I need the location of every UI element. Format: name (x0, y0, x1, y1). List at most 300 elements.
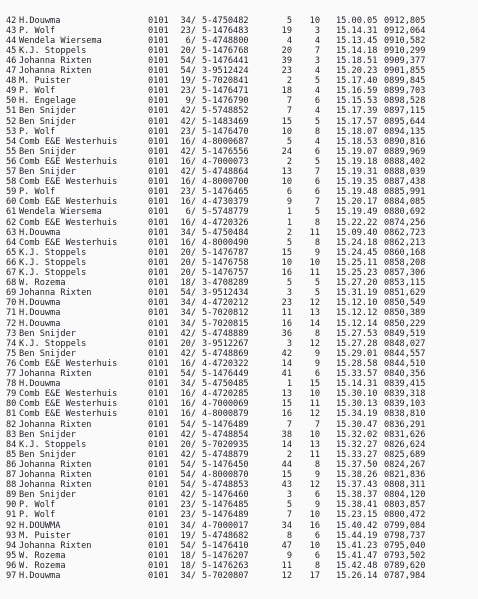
arrival-time-cell: 15.18.07 (336, 126, 378, 137)
speed-cell: 0838,810 (384, 409, 426, 420)
rank-in-loft-cell: 11 (309, 268, 320, 278)
rank-cell: 58 (6, 177, 17, 188)
ring-cell: 54/ (180, 369, 196, 379)
entry-count-cell: 1 (286, 207, 292, 218)
club-cell: 0101 (148, 389, 169, 400)
speed-cell: 0840,356 (384, 369, 426, 379)
chip-number-cell: 5-5748852 (202, 106, 249, 117)
table-row (0, 440, 478, 450)
club-cell: 0101 (148, 227, 169, 238)
ring-cell: 42/ (180, 116, 196, 127)
rank-in-loft-cell: 12 (309, 338, 320, 349)
name-cell: M. Puister (19, 76, 71, 87)
rank-in-loft-cell: 3 (314, 55, 320, 66)
chip-number-cell: 5-4748853 (202, 480, 249, 491)
rank-cell: 43 (6, 25, 17, 36)
ring-cell: 6/ (185, 35, 196, 46)
arrival-time-cell: 15.18.51 (336, 55, 378, 66)
chip-number-cell: 4-8000870 (202, 470, 249, 480)
ring-cell: 6/ (185, 207, 196, 218)
name-cell: H.Douwma (19, 379, 61, 390)
name-cell: Comb E&E Westerhuis (19, 409, 118, 420)
rank-cell: 48 (6, 76, 17, 87)
rank-cell: 70 (6, 298, 17, 309)
arrival-time-cell: 15.19.49 (336, 207, 378, 218)
club-cell: 0101 (148, 278, 169, 289)
arrival-time-cell: 15.09.40 (336, 227, 378, 238)
name-cell: Comb E&E Westerhuis (19, 177, 118, 188)
name-cell: K.J. Stoppels (19, 257, 87, 268)
chip-number-cell: 5-7020812 (202, 308, 249, 319)
chip-number-cell: 3-9512434 (202, 288, 249, 299)
ring-cell: 54/ (180, 459, 196, 470)
name-cell: Ben Snijder (19, 328, 76, 339)
arrival-time-cell: 15.41.23 (336, 540, 378, 551)
entry-count-cell: 20 (281, 45, 292, 56)
arrival-time-cell: 15.24.18 (336, 237, 378, 248)
name-cell: K.J. Stoppels (19, 439, 87, 450)
arrival-time-cell: 15.25.23 (336, 268, 378, 278)
chip-number-cell: 5-1476489 (202, 510, 249, 521)
rank-cell: 60 (6, 197, 17, 208)
speed-cell: 0910,299 (384, 45, 426, 56)
club-cell: 0101 (148, 308, 169, 319)
table-row (0, 500, 478, 510)
entry-count-cell: 1 (286, 379, 292, 390)
name-cell: Johanna Rixten (19, 419, 92, 430)
speed-cell: 0901,855 (384, 66, 426, 76)
arrival-time-cell: 15.44.19 (336, 530, 378, 541)
chip-number-cell: 5-4750485 (202, 379, 249, 390)
club-cell: 0101 (148, 207, 169, 218)
rank-cell: 88 (6, 480, 17, 491)
table-row (0, 521, 478, 531)
table-row (0, 137, 478, 147)
rank-in-loft-cell: 5 (314, 76, 320, 87)
chip-number-cell: 5-4748889 (202, 328, 249, 339)
arrival-time-cell: 15.33.57 (336, 369, 378, 379)
rank-in-loft-cell: 7 (314, 197, 320, 208)
rank-cell: 52 (6, 116, 17, 127)
chip-number-cell: 5-1476790 (202, 96, 249, 107)
rank-cell: 78 (6, 379, 17, 390)
rank-in-loft-cell: 5 (314, 288, 320, 299)
speed-cell: 0862,723 (384, 227, 426, 238)
table-row (0, 258, 478, 268)
ring-cell: 16/ (180, 197, 196, 208)
arrival-time-cell: 15.27.53 (336, 328, 378, 339)
table-row (0, 480, 478, 490)
entry-count-cell: 10 (281, 126, 292, 137)
speed-cell: 0825,689 (384, 449, 426, 460)
entry-count-cell: 11 (281, 308, 292, 319)
rank-in-loft-cell: 9 (314, 500, 320, 511)
arrival-time-cell: 15.19.48 (336, 187, 378, 198)
arrival-time-cell: 15.27.28 (336, 338, 378, 349)
rank-cell: 54 (6, 136, 17, 147)
ring-cell: 34/ (180, 379, 196, 390)
speed-cell: 0839,318 (384, 389, 426, 400)
table-row (0, 561, 478, 571)
chip-number-cell: 5-1476470 (202, 126, 249, 137)
table-row (0, 288, 478, 298)
entry-count-cell: 3 (286, 288, 292, 299)
arrival-time-cell: 15.12.12 (336, 308, 378, 319)
club-cell: 0101 (148, 510, 169, 521)
speed-cell: 0898,528 (384, 96, 426, 107)
rank-cell: 90 (6, 500, 17, 511)
ring-cell: 9/ (185, 96, 196, 107)
arrival-time-cell: 15.17.40 (336, 76, 378, 87)
entry-count-cell: 16 (281, 409, 292, 420)
chip-number-cell: 5-7020841 (202, 76, 249, 87)
rank-cell: 57 (6, 167, 17, 177)
chip-number-cell: 3-9512424 (202, 66, 249, 76)
club-cell: 0101 (148, 237, 169, 248)
name-cell: Ben Snijder (19, 348, 76, 359)
chip-number-cell: 4-4720212 (202, 298, 249, 309)
rank-cell: 50 (6, 96, 17, 107)
speed-cell: 0850,389 (384, 308, 426, 319)
table-row (0, 36, 478, 46)
rank-cell: 77 (6, 369, 17, 379)
speed-cell: 0821,836 (384, 470, 426, 480)
entry-count-cell: 7 (286, 510, 292, 521)
entry-count-cell: 13 (281, 389, 292, 400)
rank-in-loft-cell: 12 (309, 409, 320, 420)
club-cell: 0101 (148, 369, 169, 379)
arrival-time-cell: 15.41.47 (336, 550, 378, 561)
entry-count-cell: 19 (281, 25, 292, 36)
ring-cell: 42/ (180, 429, 196, 440)
rank-cell: 97 (6, 571, 17, 581)
table-row (0, 389, 478, 399)
rank-in-loft-cell: 10 (309, 429, 320, 440)
speed-cell: 0889,969 (384, 146, 426, 157)
table-row (0, 157, 478, 167)
rank-cell: 67 (6, 268, 17, 278)
club-cell: 0101 (148, 197, 169, 208)
rank-in-loft-cell: 6 (314, 490, 320, 501)
table-row (0, 56, 478, 66)
rank-cell: 69 (6, 288, 17, 299)
entry-count-cell: 5 (286, 237, 292, 248)
rank-in-loft-cell: 4 (314, 86, 320, 97)
rank-cell: 63 (6, 227, 17, 238)
name-cell: Johanna Rixten (19, 540, 92, 551)
entry-count-cell: 3 (286, 490, 292, 501)
name-cell: Comb E&E Westerhuis (19, 217, 118, 228)
speed-cell: 0880,692 (384, 207, 426, 218)
rank-in-loft-cell: 8 (314, 237, 320, 248)
table-row (0, 268, 478, 278)
entry-count-cell: 15 (281, 247, 292, 258)
name-cell: Comb E&E Westerhuis (19, 136, 118, 147)
rank-cell: 76 (6, 358, 17, 369)
chip-number-cell: 5-1476465 (202, 187, 249, 198)
entry-count-cell: 5 (286, 15, 292, 26)
ring-cell: 23/ (180, 510, 196, 521)
rank-in-loft-cell: 7 (314, 419, 320, 430)
rank-in-loft-cell: 5 (314, 156, 320, 167)
rank-in-loft-cell: 11 (309, 399, 320, 410)
name-cell: H. Engelage (19, 96, 76, 107)
arrival-time-cell: 15.14.31 (336, 379, 378, 390)
chip-number-cell: 5-4750482 (202, 15, 249, 26)
rank-in-loft-cell: 8 (314, 126, 320, 137)
name-cell: H.Douwma (19, 308, 61, 319)
name-cell: Johanna Rixten (19, 288, 92, 299)
club-cell: 0101 (148, 571, 169, 581)
club-cell: 0101 (148, 318, 169, 329)
club-cell: 0101 (148, 470, 169, 480)
rank-cell: 91 (6, 510, 17, 521)
club-cell: 0101 (148, 257, 169, 268)
arrival-time-cell: 15.31.19 (336, 288, 378, 299)
table-row (0, 379, 478, 389)
entry-count-cell: 5 (286, 500, 292, 511)
table-row (0, 329, 478, 339)
speed-cell: 0862,213 (384, 237, 426, 248)
speed-cell: 0884,085 (384, 197, 426, 208)
ring-cell: 42/ (180, 449, 196, 460)
rank-in-loft-cell: 13 (309, 308, 320, 319)
table-row (0, 420, 478, 430)
chip-number-cell: 4-8000700 (202, 177, 249, 188)
ring-cell: 19/ (180, 76, 196, 87)
speed-cell: 0850,549 (384, 298, 426, 309)
arrival-time-cell: 15.37.43 (336, 480, 378, 491)
speed-cell: 0888,039 (384, 167, 426, 177)
ring-cell: 34/ (180, 308, 196, 319)
club-cell: 0101 (148, 136, 169, 147)
ring-cell: 54/ (180, 288, 196, 299)
speed-cell: 0798,737 (384, 530, 426, 541)
table-row (0, 187, 478, 197)
chip-number-cell: 4-4720285 (202, 389, 249, 400)
table-row (0, 339, 478, 349)
arrival-time-cell: 15.14.31 (336, 25, 378, 36)
ring-cell: 54/ (180, 470, 196, 480)
rank-cell: 56 (6, 156, 17, 167)
club-cell: 0101 (148, 379, 169, 390)
name-cell: P. Wolf (19, 187, 56, 198)
club-cell: 0101 (148, 177, 169, 188)
rank-cell: 59 (6, 187, 17, 198)
rank-in-loft-cell: 8 (314, 560, 320, 571)
arrival-time-cell: 15.28.58 (336, 358, 378, 369)
name-cell: K.J. Stoppels (19, 268, 87, 278)
entry-count-cell: 39 (281, 55, 292, 66)
name-cell: P. Wolf (19, 126, 56, 137)
entry-count-cell: 43 (281, 480, 292, 491)
rank-in-loft-cell: 5 (314, 207, 320, 218)
entry-count-cell: 9 (286, 550, 292, 561)
arrival-time-cell: 15.40.42 (336, 520, 378, 531)
entry-count-cell: 34 (281, 520, 292, 531)
name-cell: Comb E&E Westerhuis (19, 197, 118, 208)
table-row (0, 127, 478, 137)
table-row (0, 167, 478, 177)
table-row (0, 298, 478, 308)
chip-number-cell: 5-1476768 (202, 45, 249, 56)
rank-cell: 95 (6, 550, 17, 561)
entry-count-cell: 15 (281, 470, 292, 480)
chip-number-cell: 3-4708289 (202, 278, 249, 289)
entry-count-cell: 47 (281, 540, 292, 551)
entry-count-cell: 7 (286, 96, 292, 107)
speed-cell: 0844,557 (384, 348, 426, 359)
speed-cell: 0897,115 (384, 106, 426, 117)
rank-in-loft-cell: 8 (314, 459, 320, 470)
club-cell: 0101 (148, 96, 169, 107)
rank-cell: 47 (6, 66, 17, 76)
rank-in-loft-cell: 8 (314, 328, 320, 339)
chip-number-cell: 5-1476483 (202, 25, 249, 36)
speed-cell: 0793,502 (384, 550, 426, 561)
rank-cell: 51 (6, 106, 17, 117)
name-cell: P. Wolf (19, 86, 56, 97)
ring-cell: 54/ (180, 55, 196, 66)
table-row (0, 228, 478, 238)
club-cell: 0101 (148, 500, 169, 511)
table-row (0, 177, 478, 187)
rank-in-loft-cell: 15 (309, 379, 320, 390)
name-cell: K.J. Stoppels (19, 45, 87, 56)
speed-cell: 0857,306 (384, 268, 426, 278)
speed-cell: 0839,103 (384, 399, 426, 410)
name-cell: Wendela Wiersema (19, 207, 102, 218)
chip-number-cell: 5-1476207 (202, 550, 249, 561)
rank-cell: 61 (6, 207, 17, 218)
speed-cell: 0795,040 (384, 540, 426, 551)
entry-count-cell: 23 (281, 298, 292, 309)
table-row (0, 450, 478, 460)
rank-cell: 44 (6, 35, 17, 46)
rank-cell: 55 (6, 146, 17, 157)
speed-cell: 0789,620 (384, 560, 426, 571)
speed-cell: 0860,168 (384, 247, 426, 258)
rank-cell: 46 (6, 55, 17, 66)
club-cell: 0101 (148, 358, 169, 369)
club-cell: 0101 (148, 55, 169, 66)
ring-cell: 23/ (180, 25, 196, 36)
speed-cell: 0787,984 (384, 571, 426, 581)
arrival-time-cell: 15.12.14 (336, 318, 378, 329)
table-row (0, 207, 478, 217)
table-row (0, 319, 478, 329)
ring-cell: 54/ (180, 419, 196, 430)
ring-cell: 16/ (180, 409, 196, 420)
table-row (0, 117, 478, 127)
entry-count-cell: 42 (281, 348, 292, 359)
club-cell: 0101 (148, 449, 169, 460)
chip-number-cell: 4-4720322 (202, 358, 249, 369)
table-row (0, 359, 478, 369)
ring-cell: 20/ (180, 247, 196, 258)
rank-cell: 81 (6, 409, 17, 420)
ring-cell: 34/ (180, 298, 196, 309)
club-cell: 0101 (148, 399, 169, 410)
ring-cell: 34/ (180, 318, 196, 329)
name-cell: Ben Snijder (19, 106, 76, 117)
chip-number-cell: 5-1476410 (202, 540, 249, 551)
club-cell: 0101 (148, 328, 169, 339)
rank-in-loft-cell: 11 (309, 227, 320, 238)
ring-cell: 20/ (180, 257, 196, 268)
club-cell: 0101 (148, 217, 169, 228)
name-cell: W. Rozema (19, 560, 66, 571)
arrival-time-cell: 15.22.22 (336, 217, 378, 228)
arrival-time-cell: 15.18.53 (336, 136, 378, 147)
speed-cell: 0808,311 (384, 480, 426, 491)
rank-in-loft-cell: 12 (309, 480, 320, 491)
name-cell: K.J. Stoppels (19, 247, 87, 258)
arrival-time-cell: 15.38.26 (336, 470, 378, 480)
chip-number-cell: 5-1476450 (202, 459, 249, 470)
club-cell: 0101 (148, 167, 169, 177)
rank-in-loft-cell: 4 (314, 106, 320, 117)
arrival-time-cell: 15.23.15 (336, 510, 378, 521)
club-cell: 0101 (148, 530, 169, 541)
speed-cell: 0849,519 (384, 328, 426, 339)
speed-cell: 0899,845 (384, 76, 426, 87)
table-row (0, 106, 478, 116)
chip-number-cell: 5-1476787 (202, 247, 249, 258)
rank-cell: 53 (6, 126, 17, 137)
entry-count-cell: 11 (281, 560, 292, 571)
chip-number-cell: 5-1476485 (202, 500, 249, 511)
speed-cell: 0803,857 (384, 500, 426, 511)
table-row (0, 551, 478, 561)
ring-cell: 23/ (180, 187, 196, 198)
chip-number-cell: 5-1483469 (202, 116, 249, 127)
arrival-time-cell: 15.27.20 (336, 278, 378, 289)
name-cell: Comb E&E Westerhuis (19, 358, 118, 369)
rank-in-loft-cell: 17 (309, 571, 320, 581)
name-cell: Comb E&E Westerhuis (19, 156, 118, 167)
rank-cell: 93 (6, 530, 17, 541)
rank-cell: 85 (6, 449, 17, 460)
entry-count-cell: 16 (281, 318, 292, 329)
name-cell: Ben Snijder (19, 167, 76, 177)
club-cell: 0101 (148, 429, 169, 440)
speed-cell: 0874,256 (384, 217, 426, 228)
rank-in-loft-cell: 9 (314, 247, 320, 258)
rank-cell: 68 (6, 278, 17, 289)
speed-cell: 0912,805 (384, 15, 426, 26)
club-cell: 0101 (148, 45, 169, 56)
speed-cell: 0887,438 (384, 177, 426, 188)
rank-in-loft-cell: 4 (314, 35, 320, 46)
chip-number-cell: 5-7020815 (202, 318, 249, 329)
chip-number-cell: 5-4748682 (202, 530, 249, 541)
rank-cell: 65 (6, 247, 17, 258)
entry-count-cell: 2 (286, 156, 292, 167)
club-cell: 0101 (148, 338, 169, 349)
ring-cell: 42/ (180, 348, 196, 359)
club-cell: 0101 (148, 156, 169, 167)
ring-cell: 23/ (180, 126, 196, 137)
name-cell: Comb E&E Westerhuis (19, 399, 118, 410)
speed-cell: 0858,208 (384, 257, 426, 268)
table-row (0, 430, 478, 440)
rank-cell: 87 (6, 470, 17, 480)
ring-cell: 23/ (180, 86, 196, 97)
rank-cell: 42 (6, 15, 17, 26)
ring-cell: 20/ (180, 439, 196, 450)
chip-number-cell: 5-1476471 (202, 86, 249, 97)
